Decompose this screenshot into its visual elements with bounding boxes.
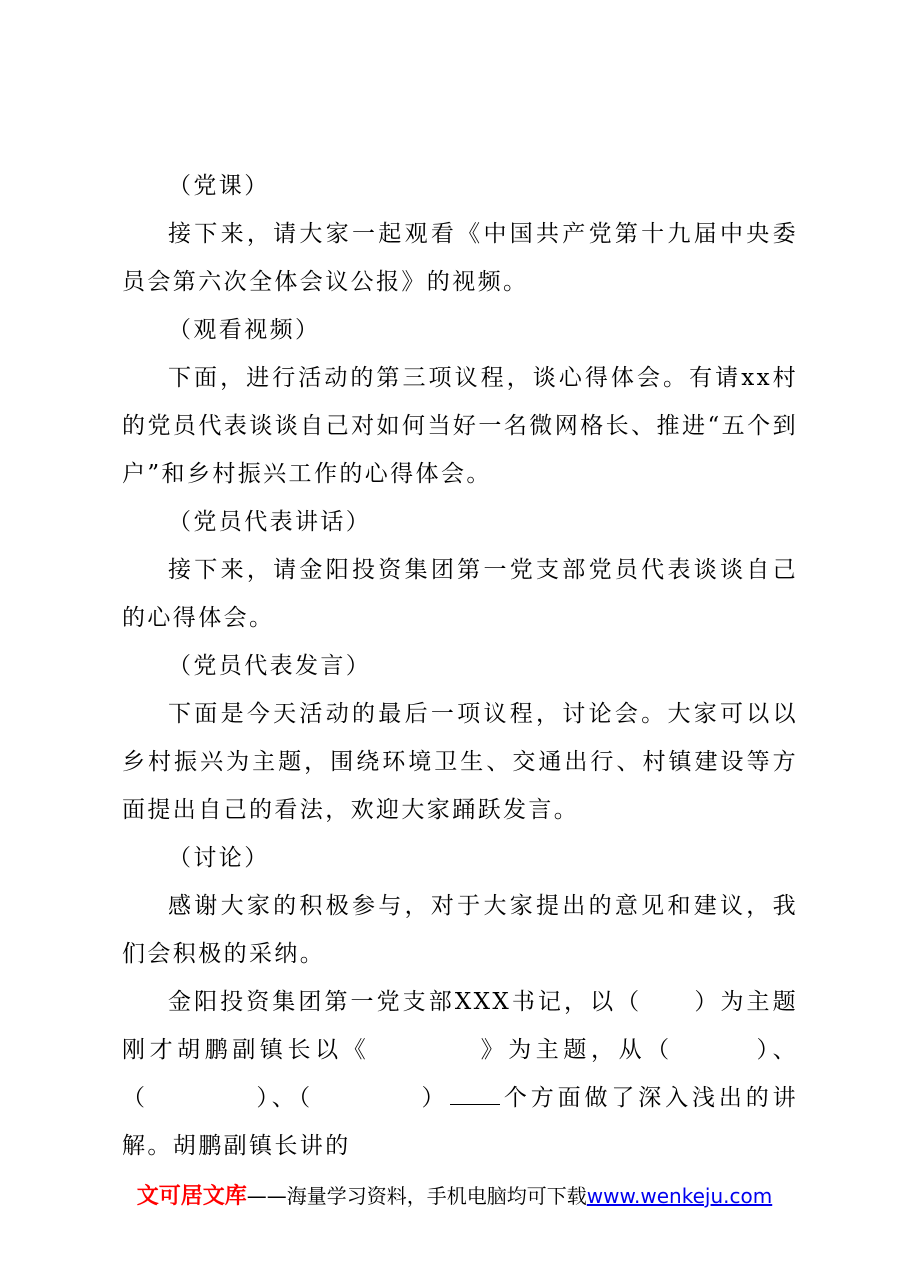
summary-text-part2: 个方面做了深入浅出的讲解。胡鹏副镇长讲的 [122, 1085, 798, 1159]
paragraph-discussion: （讨论） [168, 845, 270, 871]
paragraph-course: （党课） [168, 173, 270, 199]
paragraph-watch-video: （观看视频） [168, 317, 321, 343]
paragraph-watch-video-intro: 接下来，请大家一起观看《中国共产党第十九届中央委员会第六次全体会议公报》的视频。 [122, 221, 798, 295]
paragraph-last-agenda: 下面是今天活动的最后一项议程，讨论会。大家可以以乡村振兴为主题，围绕环境卫生、交通出行、村镇建设等方面提出自己的看法，欢迎大家踊跃发言。 [122, 701, 798, 823]
paragraph-member-remarks: （党员代表发言） [168, 653, 372, 679]
footer-brand: 文可居文库 [136, 1184, 247, 1209]
footer-slogan: ——海量学习资料，手机电脑均可下载 [246, 1184, 587, 1208]
paragraph-third-agenda: 下面，进行活动的第三项议程，谈心得体会。有请xx村的党员代表谈谈自己对如何当好一名微网格长、推进“五个到户”和乡村振兴工作的心得体会。 [122, 365, 798, 487]
paragraph-summary [122, 978, 798, 1170]
summary-text-part1: 金阳投资集团第一党支部XXX书记，以（ ）为主题刚才胡鹏副镇长以《 》为主题，从（ ）、（ ）、（ ） [122, 989, 798, 1111]
footer-banner [0, 1180, 909, 1213]
paragraph-thanks: 感谢大家的积极参与，对于大家提出的意见和建议，我们会积极的采纳。 [122, 893, 798, 967]
document-body [122, 162, 798, 1170]
paragraph-next-speaker: 接下来，请金阳投资集团第一党支部党员代表谈谈自己的心得体会。 [122, 557, 798, 631]
fill-in-blank [450, 1084, 500, 1105]
paragraph-member-speech: （党员代表讲话） [168, 509, 372, 535]
footer-url-link[interactable]: www.wenkeju.com [586, 1184, 773, 1208]
